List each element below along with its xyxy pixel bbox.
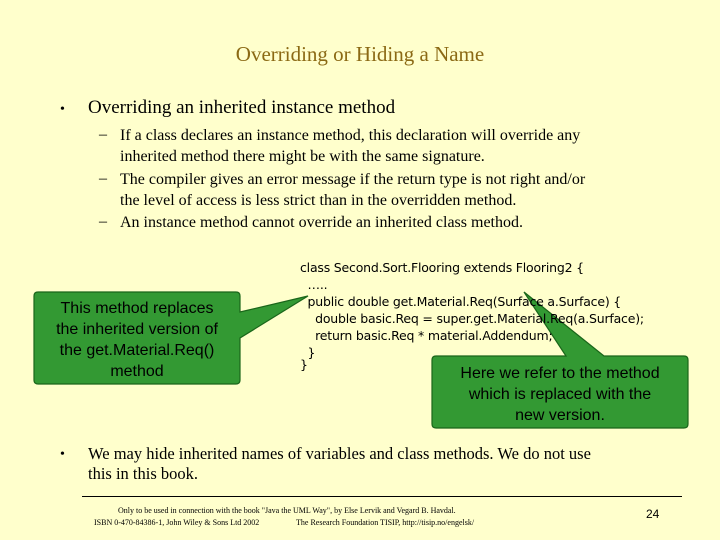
sub-bullet-3: An instance method cannot override an inherited class method. xyxy=(120,214,523,231)
sub-bullet-1-line2: inherited method there might be with the same signature. xyxy=(120,148,485,165)
code-line: class Second.Sort.Flooring extends Flooring2 { xyxy=(300,260,584,275)
footer-divider xyxy=(82,496,682,497)
sub-bullet-1-line1: If a class declares an instance method, this declaration will override any xyxy=(120,127,581,144)
callout-right-line: new version. xyxy=(515,407,605,424)
page-number: 24 xyxy=(646,507,660,521)
callout-left-text xyxy=(34,298,240,382)
bullet-marker: • xyxy=(60,447,65,462)
callout-left-line: This method replaces xyxy=(60,300,214,317)
code-line: } xyxy=(300,357,308,372)
bullet-marker: • xyxy=(60,102,65,117)
footer-tisip: The Research Foundation TISIP, http://tisip.no/engelsk/ xyxy=(296,518,475,527)
dash-marker: – xyxy=(99,213,107,230)
callout-left-line: the inherited version of xyxy=(56,321,218,338)
sub-bullet-2-line2: the level of access is less strict than in the overridden method. xyxy=(120,192,517,209)
callout-left-line: method xyxy=(110,363,164,380)
code-line: double basic.Req = super.get.Material.Req(a.Surface); xyxy=(300,311,644,326)
slide-title: Overriding or Hiding a Name xyxy=(235,42,485,66)
bullet-hiding-line1: We may hide inherited names of variables and class methods. We do not use xyxy=(88,444,591,463)
dash-marker: – xyxy=(99,170,107,187)
code-line: return basic.Req * material.Addendum; xyxy=(300,328,553,343)
code-line: ….. xyxy=(300,277,328,292)
bullet-overriding: Overriding an inherited instance method xyxy=(88,97,396,118)
dash-marker: – xyxy=(99,126,107,143)
callout-right-text xyxy=(432,363,688,426)
sub-bullet-2-line1: The compiler gives an error message if the return type is not right and/or xyxy=(120,171,586,188)
code-line: public double get.Material.Req(Surface a.Surface) { xyxy=(300,294,622,309)
footer-isbn: ISBN 0-470-84386-1, John Wiley & Sons Ltd 2002 xyxy=(94,518,260,527)
callout-right-line: which is replaced with the xyxy=(468,386,652,403)
callout-right-line: Here we refer to the method xyxy=(460,365,660,382)
footer-line1: Only to be used in connection with the book "Java the UML Way", by Else Lervik and Vegard B. Havdal. xyxy=(118,506,456,515)
callout-left-line: the get.Material.Req() xyxy=(59,342,215,359)
code-line: } xyxy=(300,345,316,360)
bullet-hiding-line2: this in this book. xyxy=(88,464,199,483)
